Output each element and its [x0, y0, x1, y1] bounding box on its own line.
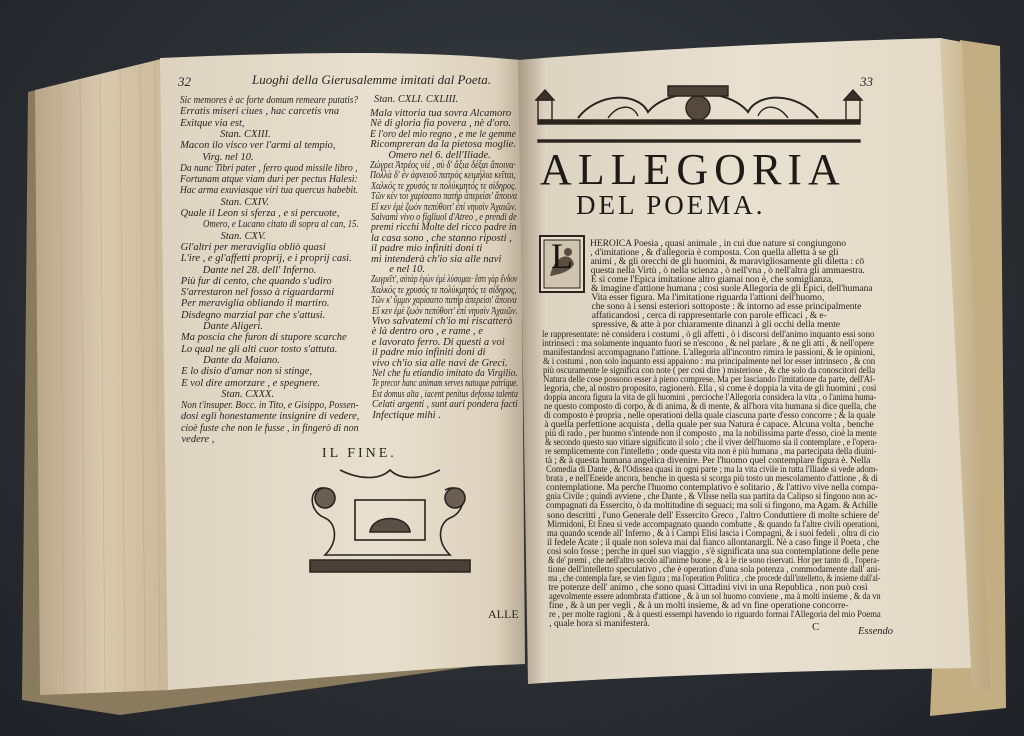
text-line: Stan. CXV.: [220, 230, 266, 242]
text-line: che sono à i sensi esteriori sottoposte : & intorno ad esse principalmente: [591, 301, 862, 313]
text-line: e lavorato ferro. Di questi a voi: [371, 336, 505, 348]
text-line: fine , & à un per vegli , & à un molti insieme, & ad vn fine operatione concorre-: [548, 600, 849, 611]
text-line: Εἴ κεν ἐμὲ ζωὸν πεπύθοιτ' ἐπὶ νηυσὶν Ἀχαιῶν.: [371, 305, 518, 317]
text-line: Stan. CXXX.: [221, 388, 275, 400]
text-line: re semplicemente con l'intelletto ; onde questa vita non è più humana , ma partecipata della diuini-: [545, 446, 877, 458]
text-line: & de' premi , che nell'altro secolo all'anime buone , & à le rie sono riservati. Hor per tanto di , l'opera-: [547, 554, 880, 566]
col2-heading: Stan. CXLI. CXLIII.: [374, 94, 459, 105]
text-line: Χαλκός τε χρυσός τε πολύκμητός τε σίδηρος.: [370, 180, 517, 192]
text-line: Comedia di Dante , & l'Odissea quasi in ogni parte ; ma la vita civile in tutta l'Iliade si vede adom-: [545, 464, 878, 476]
text-line: Natura delle cose possono esser à pieno comprese. Ma per lasciando l'imitatione da parte, dell'Al-: [543, 373, 876, 385]
text-line: legoria, che, al nostro proposito, ragionerò. Ella , sì come è doppia la vita de gli huomini , così: [543, 382, 876, 394]
text-line: à quella perfettione acquista , della quale per sua Natura è capace. Alcuna volta , benche: [544, 419, 874, 430]
text-line: brata , e nell'Eneide ancora, benche in questa si scorga più tosto un mescolamento d'attione , & di: [545, 473, 878, 485]
text-line: più di rado , per huomo s'intende non il composto , ma la nobilissima parte d'esso, cioè la mente: [544, 428, 877, 440]
text-line: Non t'insuper. Bocc. in Tito, e Gisippo, Possen-: [181, 400, 359, 412]
text-line: Hac arma exuviasque viri tua quercus habebit.: [180, 185, 359, 197]
drop-cap-letter: L: [551, 236, 573, 276]
text-line: Macon ilo visco ver l'armi al tempio,: [180, 140, 336, 152]
text-line: animi , & gli orecchi de gli huomini, & maravigliosamente gli diletta : cō: [590, 256, 865, 268]
text-line: e nel 10.: [389, 264, 426, 275]
text-line: il fedele Acate ; il quale non soleva mai dal fianco allontanargli. Nè a caso finge il Poeta , che: [547, 536, 880, 548]
text-line: Εἴ κεν ἐμὲ ζωὸν πεπύθοιτ' ἐπὶ νηυσὶν Ἀχαιῶν.: [370, 201, 517, 213]
text-line: manifestandosi accompagnano l'attione. L'allegoria all'incontro rimira le passioni, & le opinioni,: [542, 346, 875, 358]
text-line: Gl'altri per meraviglia obliò quasi: [180, 241, 326, 253]
text-line: vivo ch'io sia alle navi de Greci.: [371, 357, 508, 369]
del-poema-title: DEL POEMA.: [576, 190, 766, 220]
text-line: il padre mio infiniti doni di: [371, 347, 486, 359]
text-line: ma , che contempla fare, se vien figura ; ma l'operation Politica , che procede dall'intelletto, & insieme dall'al-: [548, 572, 881, 584]
text-line: mi intenderà ch'io sia alle navi: [371, 253, 502, 265]
text-line: E l'oro del mio regno , e me le gemme: [370, 128, 517, 140]
text-line: doppia ancora figura la vita de gli huomini , percioche l'Allegoria considera la vita , o l'anima huma-: [543, 391, 877, 403]
text-line: Dante Aligeri.: [203, 321, 263, 332]
text-line: Omero nel 6. dell'Iliade.: [388, 149, 491, 161]
text-line: sono descritti , l'uno Generale dell' Essercito Greco , l'altro Conduttiere di molte schiere de': [546, 509, 879, 521]
text-line: Lo qual ne gli alti cuor tosto s'attuta.: [181, 343, 338, 355]
text-line: Virg. nel 10.: [202, 151, 254, 163]
text-line: ma quando scende all' Inferno , & à i Campi Elisi lascia i Compagni, & i suoi fedeli , oltra di cio: [547, 527, 879, 539]
text-line: agevolmente essere adombrata d'attione , & à un sol huomo conviene , ma à molti insieme , & da vn: [548, 590, 881, 602]
text-line: il padre mio infiniti doni ti: [371, 243, 483, 255]
text-line: Πολλὰ δ' ἐν ἀφνειοῦ πατρὸς κειμήλια κεῖται,: [370, 170, 517, 182]
text-line: Omero, e Lucano citato di sopra al can, 15.: [202, 219, 359, 231]
text-line: re , per molte ragioni , & à questi essempi havendo io riguardo formai l'Allegoria del mio Poema: [549, 609, 881, 621]
text-line: Mala vittoria tua sovra Alcamoro: [370, 108, 512, 119]
text-line: tre potenze dell' animo , che sono quasi Cittadini vivi in una Republica , non può così: [548, 581, 868, 593]
text-line: , d'imitatione , & d'allegoria è composta. Con quella alletta à se gli: [590, 247, 839, 259]
text-line: Infectique mihi .: [372, 409, 441, 421]
text-line: & imagine d'attione humana ; così suole Allegoria de gli Epici, dell'humana: [591, 283, 873, 295]
text-line: Exitque via est,: [180, 117, 245, 129]
text-line: questa nella Virtù , ò nella scienza , ò nell'vna , ò nell'altra gli ammaestra.: [590, 265, 865, 277]
text-line: Da nunc Tibri pater , ferro quod missile libro ,: [180, 162, 358, 174]
text-line: più oscuramente le significa con note ( per così dire ) misteriose , & che solo da conoscitori della: [543, 364, 876, 376]
text-line: Per meraviglia obliando il martiro.: [180, 298, 330, 310]
text-line: Fortunam atque viam duri per pectus Halesi:: [180, 174, 359, 186]
text-line: Χαλκός τε χρυσός τε πολύκμητός τε σίδηρος,: [371, 284, 517, 296]
text-line: dosi egli honestamente insignire di vedere,: [181, 411, 360, 423]
text-line: Est domus alta , iacent penitus defossa talenta: [372, 388, 519, 400]
text-line: Mirmidoni, Et Enea si vede accompagnato quando combatte , & quando fa l'altre civili operationi,: [546, 518, 879, 530]
text-line: E vol dire amorzare , e spegnere.: [181, 377, 321, 389]
text-line: Dante da Maiano.: [203, 354, 280, 366]
text-line: Te precor hanc animam serves natoque patrique.: [372, 378, 519, 390]
text-line: Erratis miseri ciues , hac carcetis vna: [180, 106, 340, 118]
text-line: , quale hora si manifesterà.: [549, 618, 650, 630]
text-line: affaticandosi , cerca di rappresentarle con parole efficaci , & e-: [591, 310, 827, 322]
text-line: E lo disio d'amar non si stinge,: [181, 366, 313, 378]
text-line: Vita esser figura. Ma l'imitatione riguarda l'attioni dell'huomo,: [591, 292, 825, 304]
text-line: Più fur di cento, che quando s'udiro: [180, 275, 332, 287]
text-line: Τῶν κέν τοι χαρίσαιτο πατὴρ ἀπερείσι' ἄποινα: [370, 191, 517, 203]
text-line: Disdegno marzial par che s'attusi.: [180, 309, 326, 321]
text-line: HEROICA Poesia , quasi animale , in cui due nature si congiungono: [590, 238, 846, 249]
text-line: gnia Civile ; quindi avviene , che Dante , & Vlisse nella sua partita da Calipso si fingono non ac-: [546, 491, 878, 503]
text-line: Τῶν κ' ὔμμιν χαρίσαιτο πατὴρ ἀπερείσι' ἄποινα: [371, 295, 518, 307]
text-line: Celati argenti , sunt auri pondera facti: [372, 399, 518, 411]
text-line: compagnati da Essercito, ò da moltitudine di seguaci; ma soli si fingono, ma Agam. & Achille: [546, 500, 878, 512]
text-line: intrinseci : ma solamente inquanto fuori se n'escono , & nel parlare , & ne gli atti , & nell'opere: [542, 337, 875, 349]
text-line: Ζωγρεῖτ', αὐτὰρ ἐγὼν ἐμὲ λύσομαι· ἔστι γὰρ ἔνδον: [371, 274, 518, 286]
text-line: le rappresentate: nè considera i costumi , ò gli affetti , ò i discorsi dell'animo inquanto essi sono: [542, 328, 875, 340]
text-line: Vivo salvatemi ch'io mi riscatterò: [371, 316, 513, 327]
text-line: la casa sono , che stanno riposti ,: [370, 232, 512, 244]
text-line: spressive, & atte à por chiaramente dinanzi à gli occhi della mente: [591, 319, 840, 331]
left-running-head: Luoghi della Gierusalemme imitati dal Poeta.: [252, 72, 492, 87]
text-line: così solo fosse ; perche in quel suo viaggio , s'è significata una sua contemplatione delle pene: [547, 545, 880, 557]
text-line: Quale il Leon si sferza , e si percuote,: [180, 208, 340, 219]
signature-mark: C: [812, 621, 820, 633]
text-line: ne questo composto di corpo, & di anima, & di mente, & all'hora vita humana si dice quella, che: [543, 400, 877, 412]
right-catchword: Essendo: [858, 626, 893, 637]
allegoria-title: ALLEGORIA: [540, 145, 846, 194]
text-line: Nel che fu etiandio imitato da Virgilio.: [372, 368, 518, 379]
text-line: S'arrestaron nel fosso à riguardarmi: [180, 287, 335, 299]
text-line: di composto è propria , nelle operationi della quale ciascuna parte d'esso concorre ; & la quale: [544, 409, 876, 421]
text-line: Nè di gloria fia povera , nè d'oro.: [370, 118, 512, 130]
text-line: Stan. CXIII.: [220, 128, 271, 140]
text-line: Ma poscia che furon di stupore scarche: [181, 332, 347, 344]
text-line: cioè fuste che non le fusse , in fingerò di non: [181, 422, 360, 434]
text-line: tione dell'intelletto speculativo , che è operation d'una sola potenza , commodamente dall' ani-: [547, 563, 881, 575]
text-line: Ζώγρει Ἀτρέος υἱέ , σὺ δ' ἄξια δέξαι ἄποινα·: [370, 160, 517, 171]
text-line: contemplatione. Ma perche l'huomo contemplativo è solitario , & l'attivo vive nella compa-: [545, 482, 879, 494]
right-page-number: 33: [860, 74, 873, 89]
il-fine-label: IL FINE.: [322, 446, 397, 461]
text-line: Sic memores è ac forte domum remeare putatis?: [180, 95, 359, 106]
text-line: vedere ,: [181, 434, 215, 445]
text-line: tà ; & à questa humana angelica divenire. Per l'huomo quel contemplare figura è. Nella: [545, 455, 871, 467]
left-page-number: 32: [178, 74, 191, 89]
text-line: E sì come l'Epica imitatione altro giamai non è, che somiglianza,: [590, 274, 834, 286]
text-line: & i costumi , non solo inquanto essi appaiono : ma principalmente nel lor esser intrinseco , & con: [542, 355, 875, 367]
text-line: & secondo questo suo vitiare significato il solo ; che il viver dell'huomo sia il contemplare , e l'opera-: [544, 437, 877, 449]
text-line: Dante nel 28. dell' Inferno.: [202, 264, 317, 276]
text-line: Salvami vivo o figliuol d'Atreo , e prendi de: [370, 212, 517, 223]
text-line: premi ricchi Molte del ricco padre in: [370, 222, 517, 234]
text-line: Stan. CXIV.: [220, 196, 269, 208]
text-line: Ricompreran da la pietosa moglie.: [370, 139, 516, 151]
text-line: L'ire , e gl'affetti proprij, e i proprij casi.: [180, 253, 352, 265]
text-line: è là dentro oro , e rame , e: [371, 326, 483, 338]
left-catchword: ALLE: [488, 607, 519, 621]
